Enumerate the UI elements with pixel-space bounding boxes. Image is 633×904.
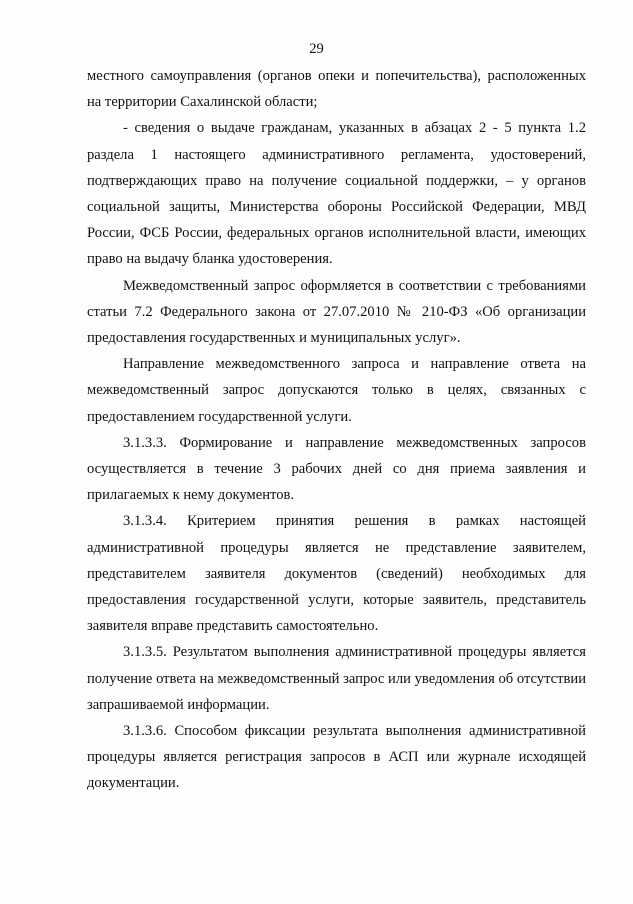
- paragraph-3-1-3-5: 3.1.3.5. Результатом выполнения административной процедуры является получение ответа на межведомственный запрос или уведомления об отсутствии запрашиваемой информации.: [87, 644, 586, 713]
- paragraph-3-1-3-3: 3.1.3.3. Формирование и направление межведомственных запросов осуществляется в течение 3 рабочих дней со дня приема заявления и прилагаемых к нему документов.: [87, 434, 586, 504]
- page-number: 29: [309, 41, 324, 57]
- paragraph-information-list: - сведения о выдаче гражданам, указанных в абзацах 2 - 5 пункта 1.2 раздела 1 настоящего административного регламента, удостоверений, подтверждающих право на получение социальной поддержки, – у органов социальной защиты, Министерства обороны Российской Федерации, МВД России, ФСБ России, федеральных органов исполнительной власти, имеющих право на выдачу бланка удостоверения.: [87, 120, 586, 268]
- document-body: [87, 63, 586, 797]
- paragraph-request-purpose: Направление межведомственного запроса и направление ответа на межведомственный запрос допускаются только в целях, связанных с предоставлением государственной услуги.: [87, 356, 586, 425]
- paragraph-3-1-3-4: 3.1.3.4. Критерием принятия решения в рамках настоящей административной процедуры является не представление заявителем, представителем заявителя документов (сведений) необходимых для предоставления государственной услуги, которые заявитель, представитель заявителя вправе представить самостоятельно.: [87, 513, 586, 635]
- paragraph-request-format: Межведомственный запрос оформляется в соответствии с требованиями статьи 7.2 Федерального закона от 27.07.2010 № 210-ФЗ «Об организации предоставления государственных и муниципальных услуг».: [87, 277, 586, 347]
- paragraph-3-1-3-6: 3.1.3.6. Способом фиксации результата выполнения административной процедуры является регистрация запросов в АСП или журнале исходящей документации.: [87, 723, 586, 792]
- paragraph-continuation: местного самоуправления (органов опеки и попечительства), расположенных на территории Сахалинской области;: [87, 68, 586, 111]
